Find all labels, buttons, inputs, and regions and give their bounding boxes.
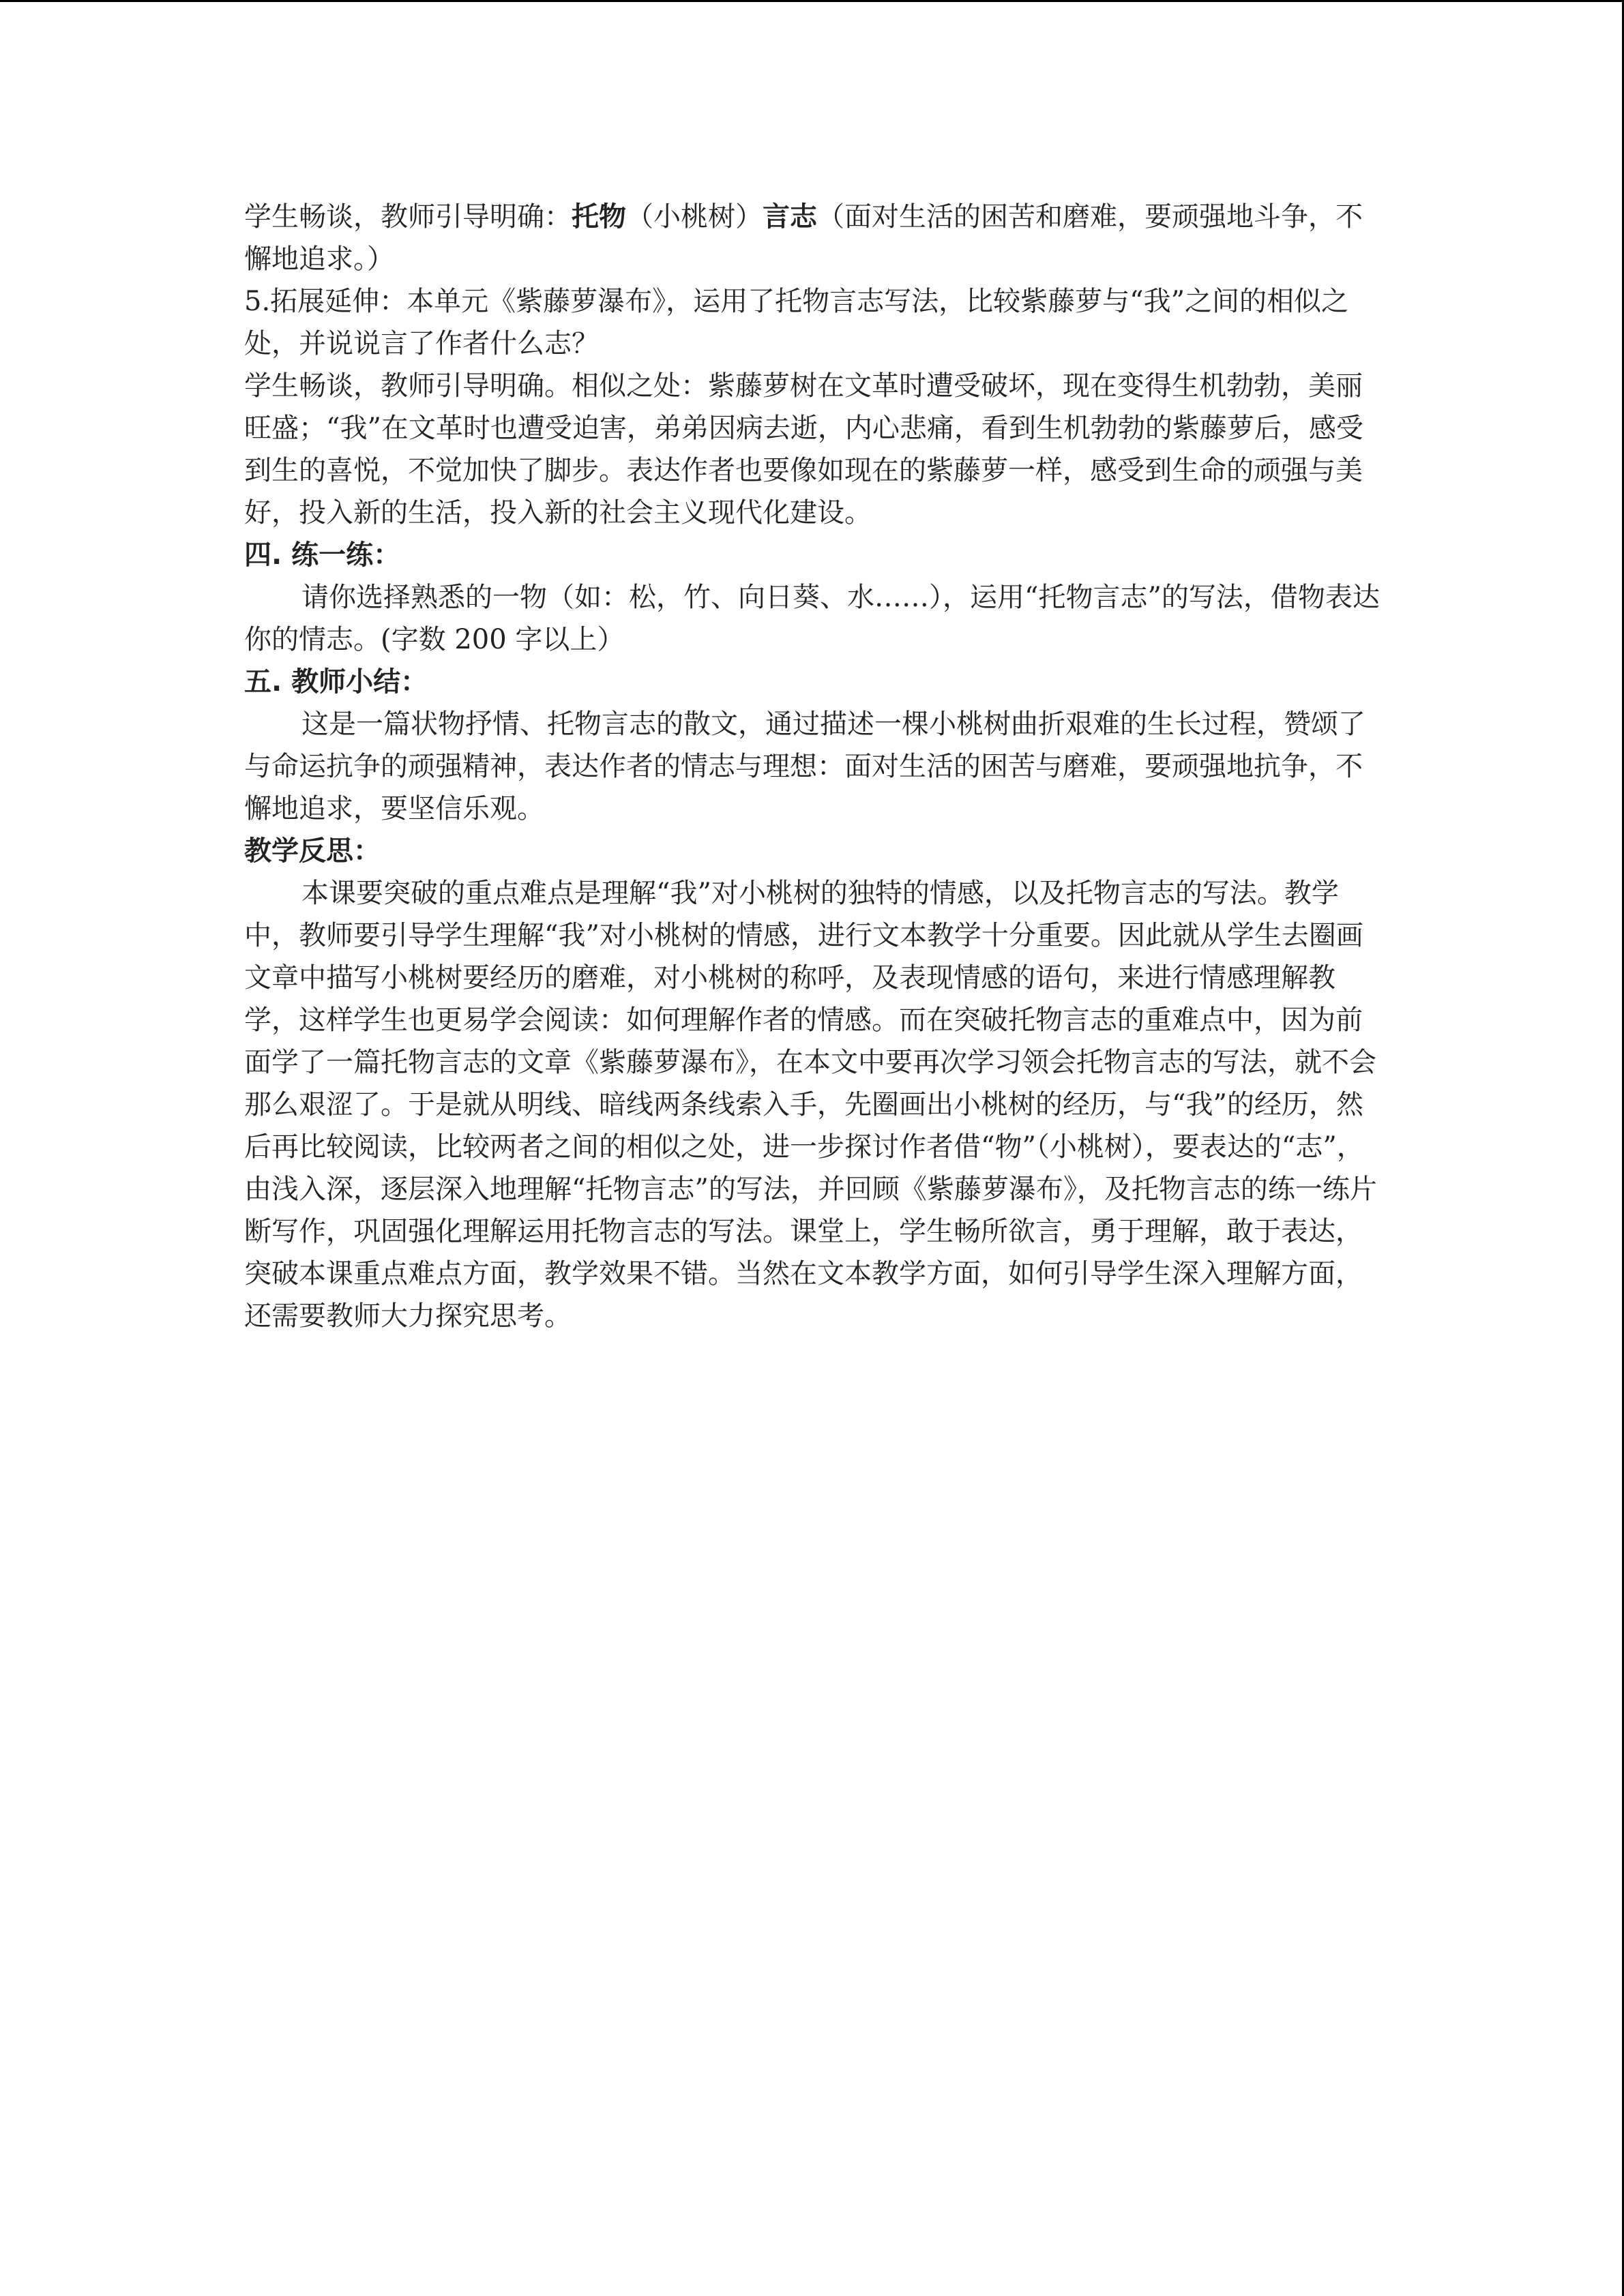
- paragraph-teacher-summary: 这是一篇状物抒情、托物言志的散文，通过描述一棵小桃树曲折艰难的生长过程，赞颂了与命运抗争的顽强精神，表达作者的情志与理想：面对生活的困苦与磨难，要顽强地抗争，不懈地追求，要坚信乐观。: [244, 709, 1365, 824]
- heading-teaching-reflection: 教学反思：: [244, 835, 381, 867]
- document-body: [244, 196, 1380, 1337]
- paragraph-teaching-reflection: 本课要突破的重点难点是理解“我”对小桃树的独特的情感，以及托物言志的写法。教学中，教师要引导学生理解“我”对小桃树的情感，进行文本教学十分重要。因此就从学生去圈画文章中描写小桃树要经历的磨难，对小桃树的称呼，及表现情感的语句，来进行情感理解教学，这样学生也更易学会阅读：如何理解作者的情感。而在突破托物言志的重难点中，因为前面学了一篇托物言志的文章《紫藤萝瀑布》，在本文中要再次学习领会托物言志的写法，就不会那么艰涩了。于是就从明线、暗线两条线索入手，先圈画出小桃树的经历，与“我”的经历，然后再比较阅读，比较两者之间的相似之处，进一步探讨作者借“物”（小桃树），要表达的“志”，由浅入深，逐层深入地理解“托物言志”的写法，并回顾《紫藤萝瀑布》，及托物言志的练一练片断写作，巩固强化理解运用托物言志的写法。课堂上，学生畅所欲言，勇于理解，敢于表达，突破本课重点难点方面，教学效果不错。当然在文本教学方面，如何引导学生深入理解方面，还需要教师大力探究思考。: [244, 878, 1377, 1332]
- paragraph-similarity-answer: [244, 365, 1380, 534]
- conclusion-note: （面对生活的困苦和磨难，要顽强地斗争，不懈地追求。）: [244, 201, 1363, 275]
- heading-teacher-summary: 五. 教师小结：: [244, 666, 428, 698]
- similarity-body: 相似之处：紫藤萝树在文革时遭受破坏，现在变得生机勃勃，美丽旺盛；“我”在文革时也遭受迫害，弟弟因病去逝，内心悲痛，看到生机勃勃的紫藤萝后，感受到生的喜悦，不觉加快了脚步。表达作者也要像如现在的紫藤萝一样，感受到生命的顽强与美好，投入新的生活，投入新的社会主义现代化建设。: [244, 370, 1363, 528]
- discussion-intro: 学生畅谈，教师引导明确：: [244, 201, 572, 233]
- paragraph-extension-question: 5.拓展延伸：本单元《紫藤萝瀑布》，运用了托物言志写法，比较紫藤萝与“我”之间的相似之处，并说说言了作者什么志？: [244, 286, 1349, 359]
- term-object-note: （小桃树）: [626, 201, 763, 233]
- bold-term-tuowu: 托物: [572, 201, 626, 233]
- paragraph-discussion-conclusion: [244, 196, 1380, 280]
- top-border-line: [0, 0, 1624, 2]
- paragraph-practice: 请你选择熟悉的一物（如：松，竹、向日葵、水……），运用“托物言志”的写法，借物表达你的情志。(字数 200 字以上）: [244, 582, 1380, 655]
- bold-term-yanzhi: 言志: [763, 201, 817, 233]
- heading-practice: 四. 练一练：: [244, 539, 401, 571]
- similarity-intro: 学生畅谈，教师引导明确。: [244, 370, 572, 402]
